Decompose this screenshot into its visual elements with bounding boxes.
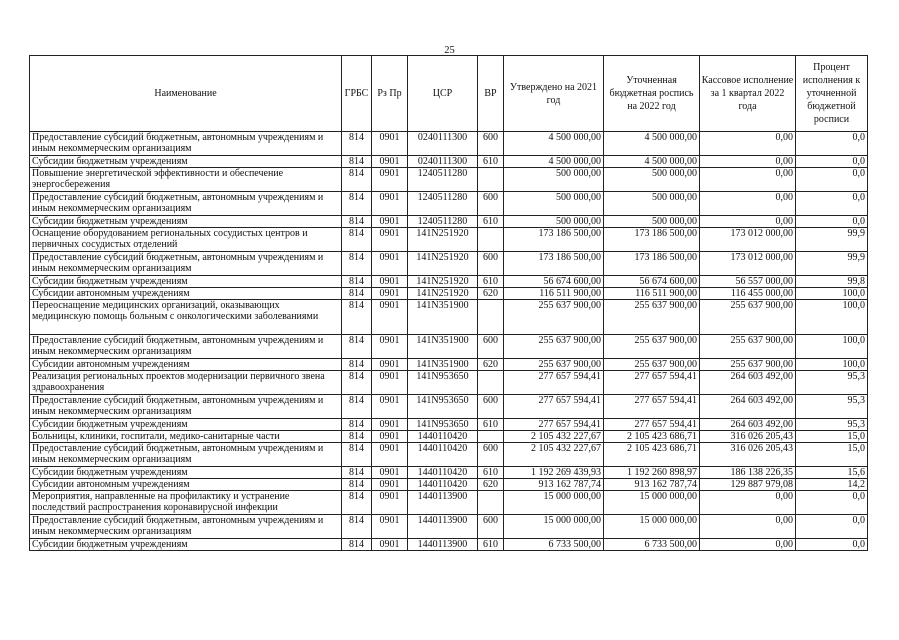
table-row: [30, 288, 868, 300]
cell-vr: 600: [478, 395, 504, 419]
column-header-vr: ВР: [478, 56, 504, 132]
table-row: [30, 300, 868, 335]
cell-cash: 255 637 900,00: [700, 359, 796, 371]
cell-refined: 277 657 594,41: [604, 371, 700, 395]
cell-grbs: 814: [342, 359, 372, 371]
cell-percent: 100,0: [796, 288, 868, 300]
cell-csr: 141N953650: [408, 395, 478, 419]
cell-refined: 15 000 000,00: [604, 491, 700, 515]
cell-percent: 95,3: [796, 371, 868, 395]
cell-name: Субсидии бюджетным учреждениям: [30, 156, 342, 168]
cell-csr: 141N351900: [408, 335, 478, 359]
cell-grbs: 814: [342, 156, 372, 168]
cell-name: Субсидии бюджетным учреждениям: [30, 216, 342, 228]
table-row: [30, 216, 868, 228]
cell-vr: 620: [478, 288, 504, 300]
cell-cash: 173 012 000,00: [700, 252, 796, 276]
cell-approved: 277 657 594,41: [504, 395, 604, 419]
cell-refined: 277 657 594,41: [604, 419, 700, 431]
cell-csr: 1440110420: [408, 467, 478, 479]
cell-refined: 15 000 000,00: [604, 515, 700, 539]
cell-percent: 15,0: [796, 443, 868, 467]
cell-name: Переоснащение медицинских организаций, оказывающих медицинскую помощь больным с онкологическими заболеваниями: [30, 300, 342, 335]
cell-grbs: 814: [342, 467, 372, 479]
column-header-refined: Уточненная бюджетная роспись на 2022 год: [604, 56, 700, 132]
table-row: [30, 168, 868, 192]
column-header-cash: Кассовое исполнение за 1 квартал 2022 года: [700, 56, 796, 132]
column-header-approved: Утверждено на 2021 год: [504, 56, 604, 132]
cell-percent: 99,9: [796, 228, 868, 252]
cell-rzpr: 0901: [372, 419, 408, 431]
cell-csr: 141N351900: [408, 359, 478, 371]
cell-cash: 186 138 226,35: [700, 467, 796, 479]
cell-approved: 255 637 900,00: [504, 300, 604, 335]
cell-rzpr: 0901: [372, 168, 408, 192]
table-row: [30, 419, 868, 431]
cell-csr: 1440110420: [408, 443, 478, 467]
cell-rzpr: 0901: [372, 359, 408, 371]
cell-rzpr: 0901: [372, 252, 408, 276]
column-header-percent: Процент исполнения к уточненной бюджетной росписи: [796, 56, 868, 132]
cell-approved: 15 000 000,00: [504, 491, 604, 515]
cell-csr: 141N251920: [408, 288, 478, 300]
cell-grbs: 814: [342, 168, 372, 192]
cell-csr: 1440110420: [408, 479, 478, 491]
cell-vr: [478, 371, 504, 395]
cell-vr: 610: [478, 539, 504, 551]
table-body: [30, 132, 868, 551]
cell-rzpr: 0901: [372, 371, 408, 395]
cell-grbs: 814: [342, 539, 372, 551]
cell-vr: 620: [478, 359, 504, 371]
table-row: [30, 335, 868, 359]
cell-cash: 316 026 205,43: [700, 443, 796, 467]
cell-percent: 100,0: [796, 359, 868, 371]
cell-name: Субсидии автономным учреждениям: [30, 288, 342, 300]
cell-csr: 0240111300: [408, 156, 478, 168]
cell-rzpr: 0901: [372, 491, 408, 515]
cell-approved: 500 000,00: [504, 192, 604, 216]
cell-rzpr: 0901: [372, 335, 408, 359]
cell-cash: 255 637 900,00: [700, 335, 796, 359]
cell-name: Субсидии бюджетным учреждениям: [30, 467, 342, 479]
table-row: [30, 192, 868, 216]
cell-approved: 500 000,00: [504, 216, 604, 228]
cell-cash: 316 026 205,43: [700, 431, 796, 443]
budget-execution-table: [29, 55, 868, 551]
cell-approved: 56 674 600,00: [504, 276, 604, 288]
table-row: [30, 359, 868, 371]
cell-rzpr: 0901: [372, 515, 408, 539]
cell-percent: 14,2: [796, 479, 868, 491]
cell-cash: 56 557 000,00: [700, 276, 796, 288]
cell-vr: 600: [478, 515, 504, 539]
cell-refined: 255 637 900,00: [604, 300, 700, 335]
cell-csr: 141N953650: [408, 419, 478, 431]
cell-approved: 15 000 000,00: [504, 515, 604, 539]
cell-vr: 600: [478, 443, 504, 467]
cell-approved: 255 637 900,00: [504, 359, 604, 371]
cell-grbs: 814: [342, 431, 372, 443]
cell-approved: 1 192 269 439,93: [504, 467, 604, 479]
table-row: [30, 515, 868, 539]
cell-cash: 0,00: [700, 515, 796, 539]
cell-refined: 2 105 423 686,71: [604, 443, 700, 467]
cell-grbs: 814: [342, 443, 372, 467]
cell-approved: 277 657 594,41: [504, 371, 604, 395]
table-row: [30, 443, 868, 467]
cell-name: Повышение энергетической эффективности и обеспечение энергосбережения: [30, 168, 342, 192]
cell-name: Оснащение оборудованием региональных сосудистых центров и первичных сосудистых отделений: [30, 228, 342, 252]
cell-grbs: 814: [342, 395, 372, 419]
cell-grbs: 814: [342, 252, 372, 276]
cell-vr: 620: [478, 479, 504, 491]
cell-approved: 173 186 500,00: [504, 252, 604, 276]
cell-vr: [478, 431, 504, 443]
cell-percent: 100,0: [796, 300, 868, 335]
cell-grbs: 814: [342, 216, 372, 228]
cell-name: Предоставление субсидий бюджетным, автономным учреждениям и иным некоммерческим организациям: [30, 395, 342, 419]
cell-refined: 56 674 600,00: [604, 276, 700, 288]
cell-grbs: 814: [342, 300, 372, 335]
cell-rzpr: 0901: [372, 132, 408, 156]
cell-name: Предоставление субсидий бюджетным, автономным учреждениям и иным некоммерческим организациям: [30, 335, 342, 359]
cell-refined: 4 500 000,00: [604, 156, 700, 168]
cell-grbs: 814: [342, 132, 372, 156]
cell-approved: 500 000,00: [504, 168, 604, 192]
cell-cash: 0,00: [700, 539, 796, 551]
cell-percent: 15,0: [796, 431, 868, 443]
cell-vr: 610: [478, 156, 504, 168]
cell-approved: 2 105 432 227,67: [504, 443, 604, 467]
cell-refined: 913 162 787,74: [604, 479, 700, 491]
cell-name: Предоставление субсидий бюджетным, автономным учреждениям и иным некоммерческим организациям: [30, 192, 342, 216]
cell-cash: 0,00: [700, 156, 796, 168]
cell-refined: 500 000,00: [604, 168, 700, 192]
table-row: [30, 252, 868, 276]
cell-approved: 913 162 787,74: [504, 479, 604, 491]
cell-approved: 116 511 900,00: [504, 288, 604, 300]
cell-rzpr: 0901: [372, 539, 408, 551]
cell-approved: 255 637 900,00: [504, 335, 604, 359]
cell-grbs: 814: [342, 515, 372, 539]
cell-percent: 99,8: [796, 276, 868, 288]
cell-cash: 0,00: [700, 491, 796, 515]
cell-refined: 1 192 260 898,97: [604, 467, 700, 479]
cell-refined: 2 105 423 686,71: [604, 431, 700, 443]
cell-csr: 141N251920: [408, 228, 478, 252]
cell-rzpr: 0901: [372, 443, 408, 467]
cell-rzpr: 0901: [372, 395, 408, 419]
cell-rzpr: 0901: [372, 228, 408, 252]
cell-percent: 95,3: [796, 419, 868, 431]
cell-rzpr: 0901: [372, 216, 408, 228]
table-row: [30, 156, 868, 168]
cell-refined: 116 511 900,00: [604, 288, 700, 300]
table-row: [30, 431, 868, 443]
table-row: [30, 467, 868, 479]
cell-approved: 2 105 432 227,67: [504, 431, 604, 443]
cell-name: Субсидии бюджетным учреждениям: [30, 419, 342, 431]
table-row: [30, 479, 868, 491]
cell-vr: [478, 168, 504, 192]
cell-cash: 255 637 900,00: [700, 300, 796, 335]
cell-grbs: 814: [342, 479, 372, 491]
cell-rzpr: 0901: [372, 276, 408, 288]
cell-rzpr: 0901: [372, 479, 408, 491]
page-number: 25: [444, 45, 455, 56]
cell-csr: 1240511280: [408, 168, 478, 192]
cell-vr: 610: [478, 276, 504, 288]
cell-cash: 0,00: [700, 216, 796, 228]
table-row: [30, 371, 868, 395]
cell-grbs: 814: [342, 228, 372, 252]
cell-rzpr: 0901: [372, 431, 408, 443]
cell-csr: 0240111300: [408, 132, 478, 156]
cell-name: Больницы, клиники, госпитали, медико-санитарные части: [30, 431, 342, 443]
cell-percent: 0,0: [796, 515, 868, 539]
cell-grbs: 814: [342, 288, 372, 300]
cell-refined: 173 186 500,00: [604, 228, 700, 252]
table-header: [30, 56, 868, 132]
cell-cash: 264 603 492,00: [700, 371, 796, 395]
cell-vr: [478, 491, 504, 515]
cell-cash: 0,00: [700, 192, 796, 216]
cell-csr: 141N953650: [408, 371, 478, 395]
cell-grbs: 814: [342, 276, 372, 288]
cell-vr: 610: [478, 419, 504, 431]
cell-cash: 264 603 492,00: [700, 419, 796, 431]
cell-approved: 6 733 500,00: [504, 539, 604, 551]
cell-percent: 0,0: [796, 192, 868, 216]
cell-csr: 141N251920: [408, 276, 478, 288]
cell-name: Субсидии автономным учреждениям: [30, 359, 342, 371]
cell-refined: 173 186 500,00: [604, 252, 700, 276]
cell-refined: 4 500 000,00: [604, 132, 700, 156]
cell-vr: 610: [478, 467, 504, 479]
cell-approved: 4 500 000,00: [504, 132, 604, 156]
cell-grbs: 814: [342, 371, 372, 395]
cell-rzpr: 0901: [372, 288, 408, 300]
cell-percent: 0,0: [796, 216, 868, 228]
cell-vr: 600: [478, 252, 504, 276]
cell-name: Реализация региональных проектов модернизации первичного звена здравоохранения: [30, 371, 342, 395]
cell-refined: 500 000,00: [604, 216, 700, 228]
cell-grbs: 814: [342, 335, 372, 359]
cell-name: Предоставление субсидий бюджетным, автономным учреждениям и иным некоммерческим организациям: [30, 132, 342, 156]
cell-vr: [478, 300, 504, 335]
column-header-rzpr: Рз Пр: [372, 56, 408, 132]
cell-name: Предоставление субсидий бюджетным, автономным учреждениям и иным некоммерческим организациям: [30, 252, 342, 276]
cell-csr: 141N251920: [408, 252, 478, 276]
cell-percent: 15,6: [796, 467, 868, 479]
cell-refined: 255 637 900,00: [604, 359, 700, 371]
cell-cash: 129 887 979,08: [700, 479, 796, 491]
cell-cash: 0,00: [700, 132, 796, 156]
table-row: [30, 276, 868, 288]
cell-csr: 1440113900: [408, 515, 478, 539]
cell-grbs: 814: [342, 419, 372, 431]
cell-percent: 0,0: [796, 168, 868, 192]
cell-csr: 1440113900: [408, 491, 478, 515]
cell-percent: 99,9: [796, 252, 868, 276]
table-row: [30, 395, 868, 419]
cell-vr: 610: [478, 216, 504, 228]
cell-refined: 500 000,00: [604, 192, 700, 216]
cell-percent: 0,0: [796, 491, 868, 515]
cell-cash: 264 603 492,00: [700, 395, 796, 419]
cell-rzpr: 0901: [372, 192, 408, 216]
cell-name: Субсидии бюджетным учреждениям: [30, 276, 342, 288]
cell-percent: 0,0: [796, 156, 868, 168]
cell-approved: 4 500 000,00: [504, 156, 604, 168]
cell-vr: 600: [478, 192, 504, 216]
cell-name: Предоставление субсидий бюджетным, автономным учреждениям и иным некоммерческим организациям: [30, 443, 342, 467]
cell-grbs: 814: [342, 491, 372, 515]
cell-vr: 600: [478, 132, 504, 156]
cell-refined: 255 637 900,00: [604, 335, 700, 359]
cell-percent: 0,0: [796, 132, 868, 156]
table-row: [30, 491, 868, 515]
cell-approved: 173 186 500,00: [504, 228, 604, 252]
cell-name: Мероприятия, направленные на профилактику и устранение последствий распространения коронавирусной инфекции: [30, 491, 342, 515]
column-header-csr: ЦСР: [408, 56, 478, 132]
cell-name: Предоставление субсидий бюджетным, автономным учреждениям и иным некоммерческим организациям: [30, 515, 342, 539]
table-row: [30, 539, 868, 551]
cell-rzpr: 0901: [372, 300, 408, 335]
column-header-grbs: ГРБС: [342, 56, 372, 132]
cell-percent: 100,0: [796, 335, 868, 359]
cell-csr: 1240511280: [408, 192, 478, 216]
cell-name: Субсидии бюджетным учреждениям: [30, 539, 342, 551]
cell-grbs: 814: [342, 192, 372, 216]
table-row: [30, 132, 868, 156]
cell-name: Субсидии автономным учреждениям: [30, 479, 342, 491]
cell-csr: 1440113900: [408, 539, 478, 551]
cell-approved: 277 657 594,41: [504, 419, 604, 431]
cell-refined: 6 733 500,00: [604, 539, 700, 551]
cell-cash: 0,00: [700, 168, 796, 192]
cell-cash: 116 455 000,00: [700, 288, 796, 300]
cell-vr: [478, 228, 504, 252]
cell-percent: 0,0: [796, 539, 868, 551]
cell-percent: 95,3: [796, 395, 868, 419]
cell-cash: 173 012 000,00: [700, 228, 796, 252]
cell-rzpr: 0901: [372, 467, 408, 479]
cell-csr: 141N351900: [408, 300, 478, 335]
column-header-name: Наименование: [30, 56, 342, 132]
cell-vr: 600: [478, 335, 504, 359]
cell-rzpr: 0901: [372, 156, 408, 168]
table-row: [30, 228, 868, 252]
cell-refined: 277 657 594,41: [604, 395, 700, 419]
cell-csr: 1240511280: [408, 216, 478, 228]
cell-csr: 1440110420: [408, 431, 478, 443]
